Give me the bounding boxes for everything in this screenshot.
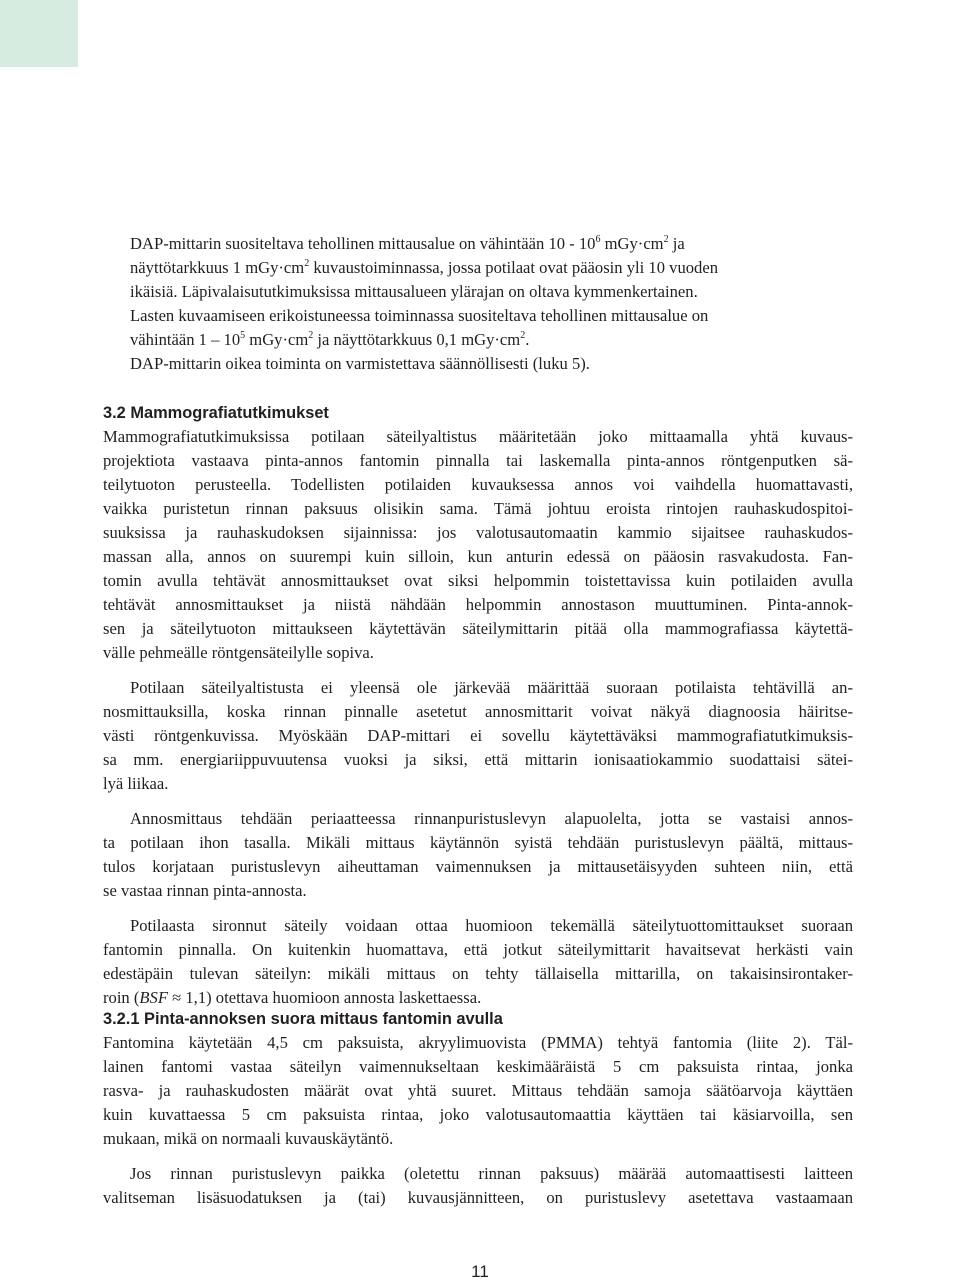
text-line: näyttötarkkuus 1 $mGy\cdot cm^2$ kuvaustoiminnassa, jossa potilaat ovat pääosin yli 10 vuoden (130, 258, 718, 277)
text-line: nosmittauksilla, koska rinnan pinnalle asetetut annosmittarit voivat näkyä diagnoosia häiritse- (103, 702, 853, 721)
text-line: fantomin pinnalla. On kuitenkin huomattava, että jotkut säteilymittarit havaitsevat herkästi vain (103, 940, 853, 959)
text-line: välle pehmeälle röntgensäteilylle sopiva. (103, 643, 374, 662)
subsection-heading: 3.2.1 Pinta-annoksen suora mittaus fantomin avulla (103, 1010, 503, 1028)
paragraph (103, 1162, 853, 1210)
text-line: Potilaasta sironnut säteily voidaan ottaa huomioon tekemällä säteilytuottomittaukset suoraan (130, 916, 853, 935)
intro-paragraph-dap-check (103, 352, 853, 376)
text-line: västi röntgenkuvissa. Myöskään DAP-mittari ei sovellu käytettäväksi mammografiatutkimuksis- (103, 726, 853, 745)
text-line: DAP-mittarin suositeltava tehollinen mittausalue on vähintään $10 - 10^6$ $mGy\cdot cm^2$ ja (130, 234, 685, 253)
text-line: roin (BSF ≈ 1,1) otettava huomioon annosta laskettaessa. (103, 988, 482, 1007)
paragraph-lines (103, 914, 853, 986)
text-line: vähintään $1 - 10^5$ $mGy\cdot cm^2$ ja näyttötarkkuus 0,1 $mGy\cdot cm^2$. (130, 330, 530, 349)
text-line: ta potilaan ihon tasalla. Mikäli mittaus käytännön syistä tehdään puristuslevyn päältä, mittaus- (103, 833, 853, 852)
text-line: Fantomina käytetään 4,5 cm paksuista, akryylimuovista (PMMA) tehtyä fantomia (liite 2). Täl- (103, 1033, 853, 1052)
intro-paragraph-dap-range (103, 232, 853, 352)
corner-tab-decoration (0, 0, 78, 67)
text-line: ikäisiä. Läpivalaisututkimuksissa mittausalueen ylärajan on oltava kymmenkertainen. (130, 282, 698, 301)
paragraph (103, 914, 853, 1010)
paragraph (103, 425, 853, 665)
text-line: vaikka puristetun rinnan paksuus olisikin sama. Tämä johtuu eroista rintojen rauhaskudospitoi- (103, 499, 853, 518)
text-line: Jos rinnan puristuslevyn paikka (oletettu rinnan paksuus) määrää automaattisesti laitteen (130, 1164, 853, 1183)
paragraph (103, 807, 853, 903)
text-line: lyä liikaa. (103, 774, 169, 793)
paragraph (103, 676, 853, 796)
paragraph (103, 1031, 853, 1151)
text-line: tulos korjataan puristuslevyn aiheuttaman vaimennuksen ja mittausetäisyyden suhteen niin, että (103, 857, 853, 876)
text-line: se vastaa rinnan pinta-annosta. (103, 881, 307, 900)
text-line: DAP-mittarin oikea toiminta on varmistettava säännöllisesti (luku 5). (130, 354, 590, 373)
section-heading: 3.2 Mammografiatutkimukset (103, 404, 329, 422)
text-line: teilytuoton perusteella. Todellisten potilaiden kuvauksessa annos voi vaihdella huomattavasti, (103, 475, 853, 494)
text-line: Annosmittaus tehdään periaatteessa rinnanpuristuslevyn alapuolelta, jotta se vastaisi annos- (130, 809, 853, 828)
text-line: sa mm. energiariippuvuutensa vuoksi ja siksi, että mittarin ionisaatiokammio suodattaisi sätei- (103, 750, 853, 769)
text-line: massan alla, annos on suurempi kuin silloin, kun anturin edessä on pääosin rasvakudosta. Fan- (103, 547, 853, 566)
page-number: 11 (471, 1262, 489, 1281)
text-line: Mammografiatutkimuksissa potilaan säteilyaltistus määritetään joko mittaamalla yhtä kuvaus- (103, 427, 853, 446)
intro-text (103, 232, 853, 376)
text-line: lainen fantomi vastaa säteilyn vaimennukseltaan keskimääräistä 5 cm paksuista rintaa, jonka (103, 1057, 853, 1076)
text-line: sen ja säteilytuoton mittaukseen käytettävän säteilymittarin pitää olla mammografiassa käytettä- (103, 619, 853, 638)
section-3-2 (103, 401, 853, 1021)
text-line: tomin avulla tehtävät annosmittaukset ovat siksi helpommin toistettavissa kuin potilaiden avulla (103, 571, 853, 590)
section-3-2-1 (103, 1007, 853, 1221)
text-line: valitseman lisäsuodatuksen ja (tai) kuvausjännitteen, on puristuslevy asetettava vastaamaan (103, 1188, 853, 1207)
text-line: edestäpäin tulevan säteilyn: mikäli mittaus on tehty tällaisella mittarilla, on takaisinsirontaker- (103, 964, 853, 983)
text-line: Lasten kuvaamiseen erikoistuneessa toiminnassa suositeltava tehollinen mittausalue on (130, 306, 709, 325)
text-line: tehtävät annosmittaukset ja niistä nähdään helpommin annostason muuttuminen. Pinta-annok- (103, 595, 853, 614)
text-line: kuin kuvattaessa 5 cm paksuista rintaa, joko valotusautomaattia käyttäen tai käsiarvoilla, sen (103, 1105, 853, 1124)
text-line: Potilaan säteilyaltistusta ei yleensä ole järkevää määrittää suoraan potilaista tehtävillä an- (130, 678, 853, 697)
text-line: suuksissa ja rauhaskudoksen sijainnissa: jos valotusautomaatin kammio sijaitsee rauhaskudos- (103, 523, 853, 542)
text-line: rasva- ja rauhaskudosten määrät ovat yhtä suuret. Mittaus tehdään samoja säätöarvoja käyttäen (103, 1081, 853, 1100)
text-line: projektiota vastaava pinta-annos fantomin pinnalla tai laskemalla pinta-annos röntgenputken sä- (103, 451, 853, 470)
text-line: mukaan, mikä on normaali kuvauskäytäntö. (103, 1129, 394, 1148)
